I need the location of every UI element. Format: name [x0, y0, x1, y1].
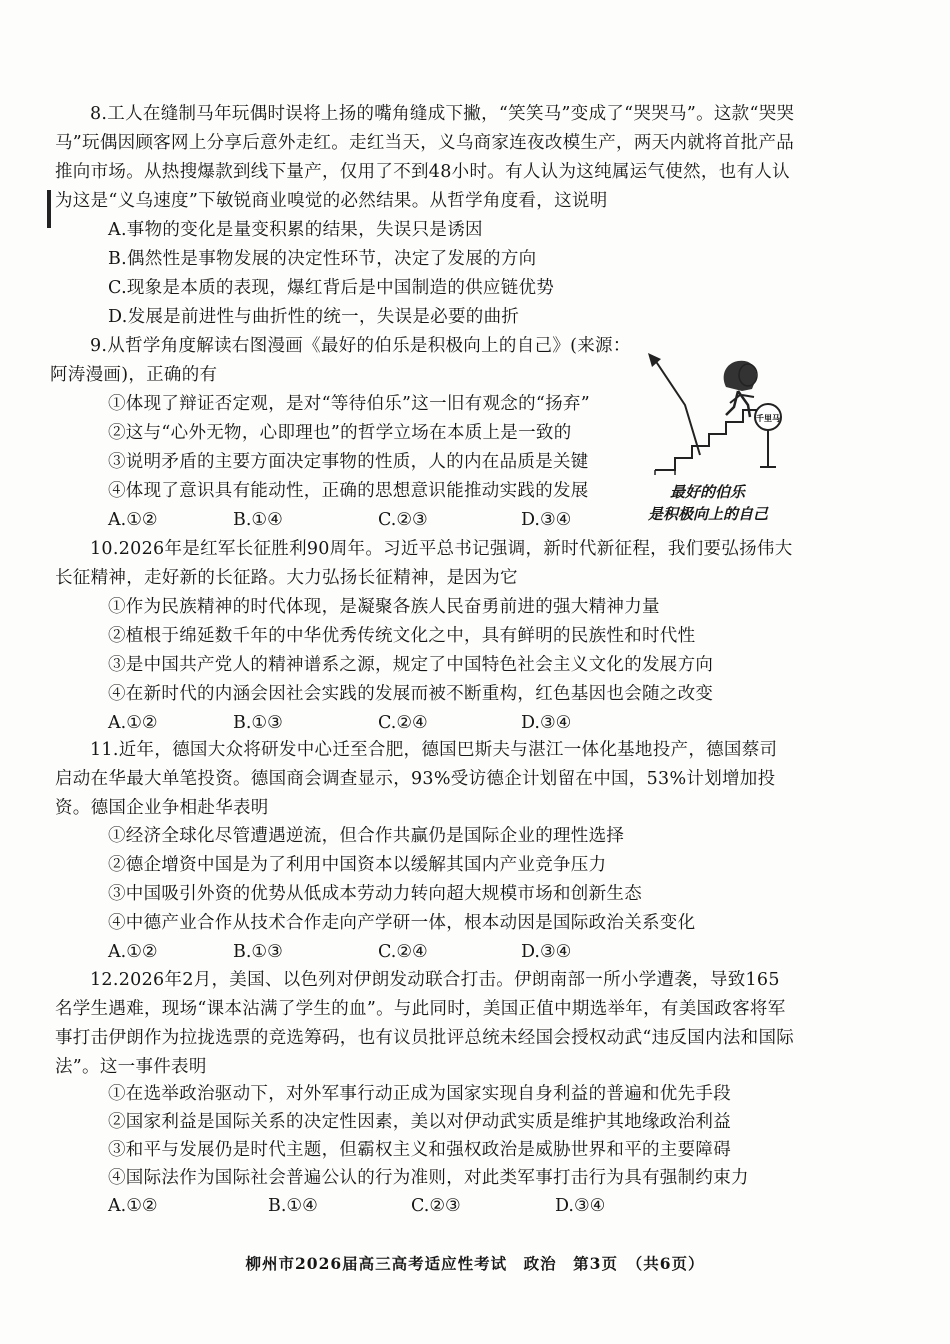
q8-stem-text: 8.工人在缝制马年玩偶时误将上扬的嘴角缝成下撇，“笑笑马”变成了“哭哭马”。这款“哭哭马”玩偶因顾客网上分享后意外走红。走红当天，义乌商家连夜改模生产，两天内就将首批产品推向市场。从热搜爆款到线下量产，仅用了不到48小时。有人认为这纯属运气使然，也有人认为这是“义乌速度”下敏锐商业嗅觉的必然结果。从哲学角度看，这说明: [55, 104, 795, 211]
q11-choice-a: A.①②: [108, 942, 158, 962]
q12-item-3: ③和平与发展仍是时代主题，但霸权主义和强权政治是威胁世界和平的主要障碍: [108, 1140, 731, 1160]
q12-item-1: ①在选举政治驱动下，对外军事行动正成为国家实现自身利益的普遍和优先手段: [108, 1084, 731, 1104]
q11-choice-c: C.②④: [378, 942, 428, 962]
q11-choice-b: B.①③: [233, 942, 283, 962]
q11-item-2: ②德企增资中国是为了利用中国资本以缓解其国内产业竞争压力: [108, 855, 607, 875]
q8-option-a: A.事物的变化是量变积累的结果，失误只是诱因: [108, 220, 483, 240]
q9-cartoon: [630, 345, 800, 525]
cartoon-caption-line1: 最好的伯乐: [670, 483, 746, 501]
q12-stem: [55, 966, 795, 1082]
q10-item-1: ①作为民族精神的时代体现，是凝聚各族人民奋勇前进的强大精神力量: [108, 597, 660, 617]
q9-item-4: ④体现了意识具有能动性，正确的思想意识能推动实践的发展: [108, 481, 589, 501]
q8-option-d: D.发展是前进性与曲折性的统一，失误是必要的曲折: [108, 307, 520, 327]
q10-stem-text: 10.2026年是红军长征胜利90周年。习近平总书记强调，新时代新征程，我们要弘扬伟大长征精神，走好新的长征路。大力弘扬长征精神，是因为它: [55, 539, 793, 588]
q11-item-3: ③中国吸引外资的优势从低成本劳动力转向超大规模市场和创新生态: [108, 884, 642, 904]
q9-item-1: ①体现了辩证否定观，是对“等待伯乐”这一旧有观念的“扬弃”: [108, 394, 590, 414]
q12-choice-d: D.③④: [555, 1196, 606, 1216]
margin-mark: [47, 190, 51, 228]
q12-choice-c: C.②③: [411, 1196, 461, 1216]
q12-item-4: ④国际法作为国际社会普遍公认的行为准则，对此类军事打击行为具有强制约束力: [108, 1168, 749, 1188]
q12-stem-text: 12.2026年2月，美国、以色列对伊朗发动联合打击。伊朗南部一所小学遭袭，导致165名学生遇难，现场“课本沾满了学生的血”。与此同时，美国正值中期选举年，有美国政客将军事打击伊朗作为拉拢选票的竞选筹码，也有议员批评总统未经国会授权动武“违反国内法和国际法”。这一事件表明: [55, 970, 795, 1077]
cartoon-caption-line2: 是积极向上的自己: [648, 505, 769, 523]
q9-stem-line2: 阿涛漫画)，正确的有: [50, 365, 218, 385]
q10-item-3: ③是中国共产党人的精神谱系之源，规定了中国特色社会主义文化的发展方向: [108, 655, 714, 675]
q9-stem-line1: 9.从哲学角度解读右图漫画《最好的伯乐是积极向上的自己》(来源：: [90, 336, 631, 356]
q9-choice-c: C.②③: [378, 510, 428, 530]
q8-option-b: B.偶然性是事物发展的决定性环节，决定了发展的方向: [108, 249, 537, 269]
q10-choice-a: A.①②: [108, 713, 158, 733]
q11-stem-text: 11.近年，德国大众将研发中心迁至合肥，德国巴斯夫与湛江一体化基地投产，德国蔡司启动在华最大单笔投资。德国商会调查显示，93%受访德企计划留在中国，53%计划增加投资。德国企业争相赴华表明: [55, 740, 778, 818]
q10-item-4: ④在新时代的内涵会因社会实践的发展而被不断重构，红色基因也会随之改变: [108, 684, 714, 704]
q8-option-c: C.现象是本质的表现，爆红背后是中国制造的供应链优势: [108, 278, 555, 298]
q9-item-2: ②这与“心外无物，心即理也”的哲学立场在本质上是一致的: [108, 423, 572, 443]
q9-choice-d: D.③④: [521, 510, 572, 530]
q9-item-3: ③说明矛盾的主要方面决定事物的性质，人的内在品质是关键: [108, 452, 589, 472]
q9-choice-b: B.①④: [233, 510, 283, 530]
q10-stem: [55, 535, 795, 593]
q10-choice-b: B.①③: [233, 713, 283, 733]
q10-choice-c: C.②④: [378, 713, 428, 733]
q12-item-2: ②国家利益是国际关系的决定性因素，美以对伊动武实质是维护其地缘政治利益: [108, 1112, 731, 1132]
cartoon-sign-text: 千里马: [756, 414, 780, 423]
q12-choice-b: B.①④: [268, 1196, 318, 1216]
page-footer: 柳州市2026届高三高考适应性考试 政治 第3页 （共6页）: [245, 1254, 705, 1273]
q10-choice-d: D.③④: [521, 713, 572, 733]
q10-item-2: ②植根于绵延数千年的中华优秀传统文化之中，具有鲜明的民族性和时代性: [108, 626, 696, 646]
q11-item-1: ①经济全球化尽管遭遇逆流，但合作共赢仍是国际企业的理性选择: [108, 826, 625, 846]
q11-choice-d: D.③④: [521, 942, 572, 962]
q8-stem: [55, 100, 795, 216]
q11-item-4: ④中德产业合作从技术合作走向产学研一体，根本动因是国际政治关系变化: [108, 913, 696, 933]
q12-choice-a: A.①②: [108, 1196, 158, 1216]
q11-stem: [55, 736, 795, 823]
q9-choice-a: A.①②: [108, 510, 158, 530]
